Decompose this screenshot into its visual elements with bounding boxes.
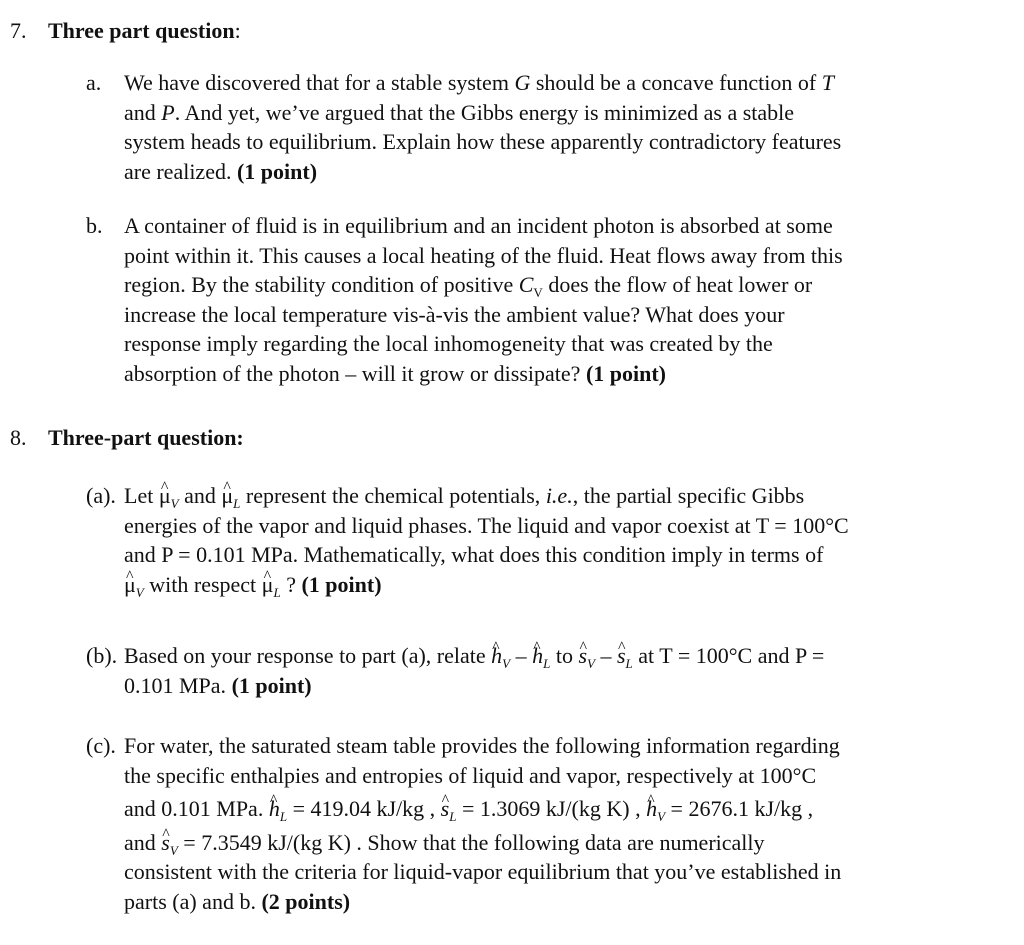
question-title: Three-part question: — [48, 425, 244, 450]
points-label: (1 point) — [585, 360, 666, 386]
question-number: 7. — [10, 18, 27, 43]
part-label: (c). — [86, 733, 116, 758]
text-line: system heads to equilibrium. Explain how these apparently contradictory features — [124, 129, 842, 154]
text-line: absorption of the photon – will it grow or dissipate? (1 point) — [124, 360, 666, 386]
text-line: A container of fluid is in equilibrium and an incident photon is absorbed at some — [124, 213, 833, 238]
points-label: (2 points) — [261, 888, 351, 914]
part-label: (b). — [86, 643, 118, 668]
text-line: point within it. This causes a local heating of the fluid. Heat flows away from this — [124, 242, 843, 268]
part-label: a. — [86, 70, 102, 95]
points-label: (1 point) — [236, 158, 318, 184]
question-8c — [86, 731, 986, 916]
text-line: and P. And yet, we’ve argued that the Gibbs energy is minimized as a stable — [124, 99, 795, 125]
text-line: Let ^ $\mu_V$ and ^ $\mu_L$ represent the chemical potentials, i.e., the partial specific Gibbs — [124, 481, 986, 511]
points-label: (1 point) — [301, 571, 382, 597]
text-line: increase the local temperature vis-à-vis the ambient value? What does your — [124, 301, 785, 327]
text-line: and ^ $s_V = 7.3549$ kJ/(kg K) . Show that the following data are numerically — [124, 828, 986, 858]
text-line: and 0.101 MPa. ^ $h_L = 419.04$ kJ/kg , ^ $s_L = 1.3069$ kJ/(kg K) , ^ $h_V = 2676.1$ kJ/kg , — [124, 794, 986, 824]
text-line: ^ $\mu_V$ with respect ^ $\mu_L$ ? (1 point) — [124, 570, 986, 600]
text-line: and P = 0.101 MPa. Mathematically, what does this condition imply in terms of — [124, 542, 824, 567]
question-title: Three part question — [48, 18, 235, 43]
question-7a — [86, 68, 986, 186]
question-7-heading — [10, 16, 241, 45]
text-line: 0.101 MPa. (1 point) — [124, 672, 312, 698]
text-line: We have discovered that for a stable system G should be a concave function of T — [124, 70, 834, 95]
text-line: energies of the vapor and liquid phases. The liquid and vapor coexist at T = 100°C — [124, 512, 849, 538]
part-label: (a). — [86, 483, 116, 508]
text-line: parts (a) and b. (2 points) — [124, 888, 351, 914]
text-line: For water, the saturated steam table provides the following information regarding — [124, 733, 840, 758]
question-8a — [86, 481, 986, 599]
text-line: are realized. (1 point) — [124, 158, 318, 184]
question-7b — [86, 211, 986, 388]
text-line: response imply regarding the local inhomogeneity that was created by the — [124, 331, 773, 356]
question-8b — [86, 641, 986, 700]
text-line: the specific enthalpies and entropies of liquid and vapor, respectively at 100°C — [124, 762, 817, 788]
text-line: consistent with the criteria for liquid-vapor equilibrium that you’ve established in — [124, 859, 842, 884]
text-line: region. By the stability condition of positive $C_V$ does the flow of heat lower or — [124, 272, 813, 300]
part-label: b. — [86, 213, 103, 238]
points-label: (1 point) — [231, 672, 312, 698]
text-line: Based on your response to part (a), relate ^ $h_V$ – ^ $h_L$ to ^ $s_V$ – ^ $s_L$ at T = 100°C and P = — [124, 641, 986, 671]
question-8-heading — [10, 423, 244, 452]
question-number: 8. — [10, 425, 27, 450]
title-colon: : — [234, 18, 241, 43]
